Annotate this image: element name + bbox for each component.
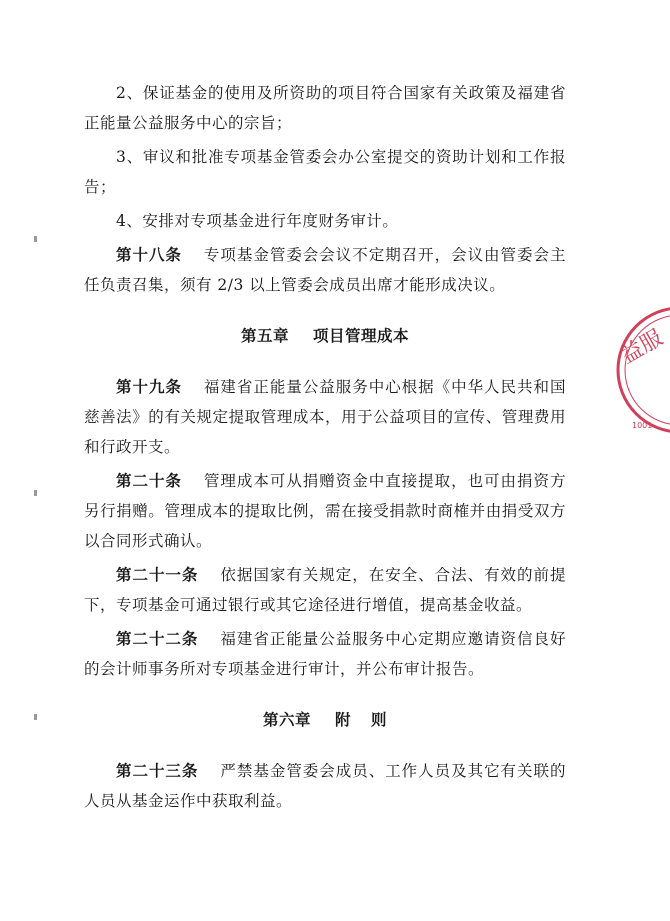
- article-title: 第十八条: [116, 245, 182, 264]
- article-19: [84, 372, 566, 462]
- article-title: 第二十条: [116, 471, 182, 490]
- seal-number: 1001: [632, 421, 653, 430]
- chapter-heading: [84, 708, 566, 730]
- seal-ring: [618, 308, 670, 432]
- chapter-number: 第五章: [240, 326, 289, 345]
- article-20: [84, 466, 566, 556]
- article-22: [84, 624, 566, 684]
- official-seal: [610, 300, 670, 440]
- margin-tick: [34, 236, 37, 242]
- article-23: [84, 756, 566, 816]
- list-item: 4、安排对专项基金进行年度财务审计。: [116, 212, 399, 230]
- article-title: 第十九条: [116, 377, 182, 396]
- article-title: 第二十二条: [116, 629, 199, 648]
- list-item: 2、保证基金的使用及所资助的项目符合国家有关政策及福建省正能量公益服务中心的宗旨；: [84, 84, 566, 132]
- article-text: 福建省正能量公益服务中心根据《中华人民共和国慈善法》的有关规定提取管理成本，用于公益项目的宣传、管理费用和行政开支。: [84, 378, 566, 456]
- chapter-name: 项目管理成本: [313, 326, 410, 345]
- article-text: 依据国家有关规定，在安全、合法、有效的前提下，专项基金可通过银行或其它途径进行增值，提高基金收益。: [84, 566, 566, 614]
- article-title: 第二十一条: [116, 565, 199, 584]
- chapter-number: 第六章: [262, 710, 311, 729]
- chapter-heading: [84, 324, 566, 346]
- seal-text: 益服: [616, 325, 668, 370]
- article-text: 管理成本可从捐赠资金中直接提取，也可由捐资方另行捐赠。管理成本的提取比例，需在接受捐款时商榷并由捐受双方以合同形式确认。: [84, 472, 566, 550]
- document-body: [84, 78, 566, 820]
- chapter-name-part: 附: [334, 710, 351, 729]
- chapter-name-part: 则: [371, 710, 388, 729]
- article-text: 福建省正能量公益服务中心定期应邀请资信良好的会计师事务所对专项基金进行审计，并公布审计报告。: [84, 630, 566, 678]
- article-text: 专项基金管委会会议不定期召开，会议由管委会主任负责召集，须有 2/3 以上管委会成员出席才能形成决议。: [84, 246, 566, 294]
- margin-tick: [34, 490, 37, 496]
- list-item: 3、审议和批准专项基金管委会办公室提交的资助计划和工作报告；: [84, 148, 566, 196]
- article-21: [84, 560, 566, 620]
- article-title: 第二十三条: [116, 761, 199, 780]
- margin-tick: [34, 714, 37, 720]
- article-18: [84, 240, 566, 300]
- article-text: 严禁基金管委会成员、工作人员及其它有关联的人员从基金运作中获取利益。: [84, 762, 566, 810]
